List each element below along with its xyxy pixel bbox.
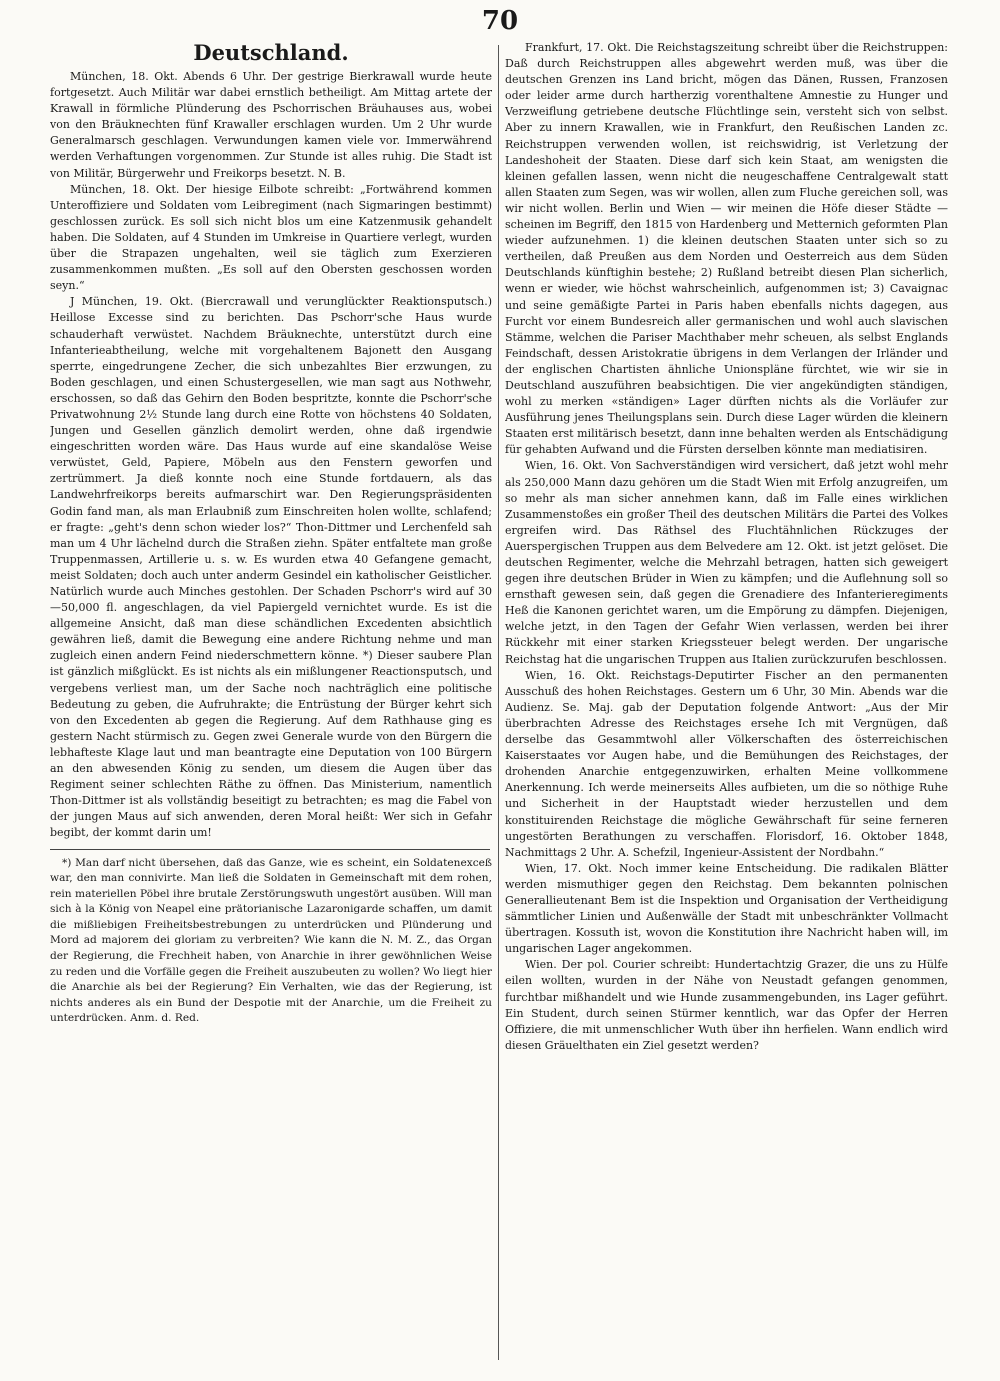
article-muenchen-18-okt-abends: München, 18. Okt. Abends 6 Uhr. Der gestrige Bierkrawall wurde heute fortgesetzt. Auch Militär war dabei ernstlich betheiligt. Am Mittag artete der Krawall in förmliche Plünderung des Pschorrischen Bräuhauses aus, wobei von den Bräuknechten fünf Krawaller erschlagen wurden. Um 2 Uhr wurde Generalmarsch geschlagen. Verwundungen kamen viele vor. Immerwährend werden Verhaftungen vorgenommen. Zur Stunde ist alles ruhig. Die Stadt ist von Militär, Bürgerwehr und Freikorps besetzt. N. B.: [50, 70, 492, 180]
article-wien-17-okt: Wien, 17. Okt. Noch immer keine Entscheidung. Die radikalen Blätter werden mismuthiger gegen den Reichstag. Dem bekannten polnischen Generallieutenant Bem ist die Inspektion und Organisation der Vertheidigung sämmtlicher Linien und Außenwälle der Stadt mit unbeschränkter Vollmacht übertragen. Kossuth ist, wovon die Konstitution ihre Nachricht haben will, im ungarischen Lager angekommen.: [505, 861, 948, 956]
right-column: [505, 40, 948, 1361]
left-column: [50, 40, 492, 1361]
column-divider: [498, 45, 499, 1360]
article-wien-16-okt-militaer: Wien, 16. Okt. Von Sachverständigen wird versichert, daß jetzt wohl mehr als 250,000 Mann dazu gehören um die Stadt Wien mit Erfolg anzugreifen, um so mehr als man sicher annehmen kann, daß im Falle eines wirklichen Zusammenstoßes ein großer Theil des deutschen Militärs die Partei des Volkes ergreifen wird. Das Räthsel des Fluchtähnlichen Rückzuges der Auerspergischen Truppen aus dem Belvedere am 12. Okt. ist jetzt gelöset. Die deutschen Regimenter, welche die Mehrzahl betragen, hatten sich geweigert gegen ihre deutschen Brüder in Wien zu kämpfen; und die Auflehnung soll so ernsthaft gewesen sein, daß gegen die Grenadiere des Infanterieregiments Heß die Kanonen gerichtet waren, um die Empörung zu dämpfen. Diejenigen, welche jetzt, in den Tagen der Gefahr Wien verlassen, werden bei ihrer Rückkehr mit einer starken Kriegssteuer belegt werden. Der ungarische Reichstag hat die ungarischen Truppen aus Italien zurückzurufen beschlossen.: [505, 459, 948, 666]
footnote-divider: [50, 849, 490, 850]
article-muenchen-18-okt-eilbote: München, 18. Okt. Der hiesige Eilbote schreibt: „Fortwährend kommen Unteroffiziere und Soldaten vom Leibregiment (nach Sigmaringen bestimmt) geschlossen zurück. Es soll sich nicht blos um eine Katzenmusik gehandelt haben. Die Soldaten, auf 4 Stunden im Umkreise in Quartiere verlegt, wurden über die Strapazen ungehalten, weil sie täglich zum Exerzieren zusammenkommen mußten. „Es soll auf den Obersten geschossen worden seyn.“: [50, 182, 492, 293]
article-frankfurt-17-okt: Frankfurt, 17. Okt. Die Reichstagszeitung schreibt über die Reichstruppen: Daß durch Reichstruppen alles abgewehrt werden muß, was über die deutschen Grenzen ins Land bricht, mögen das Dänen, Russen, Franzosen oder leider arme durch hartherzig vorenthaltene Amnestie zu Hunger und Verzweiflung getriebene deutsche Flüchtlinge sein, versteht sich von selbst. Aber zu innern Krawallen, wie in Frankfurt, den Reußischen Landen zc. Reichstruppen verwenden wollen, ist reichswidrig, ist Verletzung der Landeshoheit der Staaten. Diese darf sich kein Staat, am wenigsten die kleinen gefallen lassen, wenn nicht die neugeschaffene Centralgewalt statt allen Staaten zum Segen, was wir wollen, allen zum Fluche gereichen soll, was wir nicht wollen. Berlin und Wien — wir meinen die Höfe dieser Städte — scheinen im Begriff, den 1815 von Hardenberg und Metternich geformten Plan wieder aufzunehmen. 1) die kleinen deutschen Staaten unter sich so zu vertheilen, daß Preußen aus dem Norden und Oesterreich aus dem Süden Deutschlands künftighin bestehe; 2) Rußland betreibt diesen Plan sicherlich, wenn er wieder, wie höchst wahrscheinlich, aufgenommen ist; 3) Cavaignac und seine gemäßigte Partei in Paris haben ebenfalls nichts dagegen, aus Furcht vor einem Bundesreich aller germanischen und wohl auch slavischen Stämme, welchen die Pariser Machthaber mehr scheuen, als selbst Englands Feindschaft, dessen Aristokratie übrigens in dem Verlangen der Irländer und der englischen Chartisten ähnliche Unionspläne fürchtet, wie wir sie in Deutschland auszuführen beabsichtigen. Die vier angekündigten ständigen, wohl zu merken «ständigen» Lager dürften nichts als die Vorläufer zur Ausführung jenes Theilungsplans sein. Durch diese Lager würden die kleinern Staaten erst militärisch besetzt, dann inne behalten werden als Entschädigung für gehabten Aufwand und die Fürsten derselben könnte man mediatisiren.: [505, 41, 948, 457]
article-wien-16-okt-deputation: Wien, 16. Okt. Reichstags-Deputirter Fischer an den permanenten Ausschuß des hohen Reichstages. Gestern um 6 Uhr, 30 Min. Abends war die Audienz. Se. Maj. gab der Deputation folgende Antwort: „Aus der Mir überbrachten Adresse des Reichstages ersehe Ich mit Vergnügen, daß derselbe das Gesammtwohl aller Völkerschaften des österreichischen Kaiserstaates vor Augen habe, und die Bemühungen des Reichstages, der drohenden Anarchie entgegenzuwirken, erhalten Meine vollkommene Anerkennung. Ich werde meinerseits Alles aufbieten, um die so nöthige Ruhe und Sicherheit in der Hauptstadt wieder herzustellen und dem konstituirenden Reichstage die mögliche Gewährschaft für seine ferneren ungestörten Berathungen zu verschaffen. Florisdorf, 16. Oktober 1848, Nachmittags 2 Uhr. A. Schefzil, Ingenieur-Assistent der Nordbahn.“: [505, 668, 948, 859]
footnote: *) Man darf nicht übersehen, daß das Ganze, wie es scheint, ein Soldatenexceß war, den man connivirte. Man ließ die Soldaten in Gemeinschaft mit dem rohen, rein materiellen Pöbel ihre brutale Zerstörungswuth ungestört ausüben. Will man sich à la König von Neapel eine prätorianische Lazaronigarde schaffen, um damit die mißliebigen Freiheitsbestrebungen zu unterdrücken und Plünderung und Mord ad majorem dei gloriam zu verbreiten? Wie kann die N. M. Z., das Organ der Regierung, die Frechheit haben, von Anarchie in ihrer gewöhnlichen Weise zu reden und die Vorfälle gegen die Freiheit auszubeuten zu wollen? Wo liegt hier die Anarchie als bei der Regierung? Ein Verhalten, wie das der Regierung, ist nichts anderes als ein Bund der Despotie mit der Anarchie, um die Freiheit zu unterdrücken. Anm. d. Red.: [50, 856, 492, 1025]
section-title: Deutschland.: [193, 40, 349, 65]
article-wien-courier: Wien. Der pol. Courier schreibt: Hundertachtzig Grazer, die uns zu Hülfe eilen wollten, wurden in der Nähe von Neustadt gefangen genommen, furchtbar mißhandelt und wie Hunde zusammengebunden, ins Lager geführt. Ein Student, durch seinen Stürmer kenntlich, war das Opfer der Herren Offiziere, die mit unmenschlicher Wuth über ihn herfielen. Wann endlich wird diesen Gräuelthaten ein Ziel gesetzt werden?: [505, 958, 948, 1052]
article-muenchen-19-okt: J München, 19. Okt. (Biercrawall und verunglückter Reaktionsputsch.) Heillose Excesse sind zu berichten. Das Pschorr'sche Haus wurde schauderhaft verwüstet. Nachdem Bräuknechte, unterstützt durch eine Infanterieabtheilung, welche mit vorgehaltenem Bajonett den Ausgang sperrte, eingedrungene Zecher, die sich unbezahltes Bier erzwungen, zu Boden geschlagen, und einen Schustergesellen, wie man sagt aus Nothwehr, erschossen, so daß das Gehirn den Boden bespritzte, konnte die Pschorr'sche Privatwohnung 2½ Stunde lang durch eine Rotte von höchstens 40 Soldaten, Jungen und Gesellen gänzlich demolirt werden, ohne daß irgendwie eingeschritten worden wäre. Das Haus wurde auf eine skandalöse Weise verwüstet, Geld, Papiere, Möbeln aus den Fenstern geworfen und zertrümmert. Ja dieß konnte noch eine Stunde fortdauern, als das Landwehrfreikorps bereits aufmarschirt war. Den Regierungspräsidenten Godin fand man, als man Erlaubniß zum Einschreiten holen wollte, schlafend; er fragte: „geht's denn schon wieder los?“ Thon-Dittmer und Lerchenfeld sah man um 4 Uhr lächelnd durch die Straßen ziehn. Später entfaltete man große Truppenmassen, Artillerie u. s. w. Es wurden etwa 40 Gefangene gemacht, meist Soldaten; doch auch unter anderm Gesindel ein katholischer Geistlicher. Natürlich wurde auch Minches gestohlen. Der Schaden Pschorr's wird auf 30—50,000 fl. angeschlagen, da viel Papiergeld vernichtet wurde. Es ist die allgemeine Ansicht, daß man diese schändlichen Excedenten absichtlich gewähren ließ, damit die Bewegung eine andere Richtung nehme und man zugleich einen andern Feind niederschmettern könne. *) Dieser saubere Plan ist gänzlich mißglückt. Es ist nichts als ein mißlungener Reactionsputsch, und vergebens verliest man, um der Sache noch nachträglich eine politische Bedeutung zu geben, die Aufruhrakte; die Entrüstung der Bürger kehrt sich von den Excedenten ab gegen die Regierung. Auf dem Rathhause ging es gestern Nacht stürmisch zu. Gegen zwei Generale wurde von den Bürgern die lebhafteste Klage laut und man beantragte eine Deputation von 100 Bürgern an den abwesenden König zu senden, um diesem die Augen über das Regiment seiner schlechten Räthe zu öffnen. Das Ministerium, namentlich Thon-Dittmer ist als vollständig beseitigt zu betrachten; es mag die Fabel von der jungen Maus auf sich anwenden, deren Moral heißt: Wer sich in Gefahr begibt, der kommt darin um!: [50, 295, 492, 840]
page-number: 70: [481, 6, 519, 36]
